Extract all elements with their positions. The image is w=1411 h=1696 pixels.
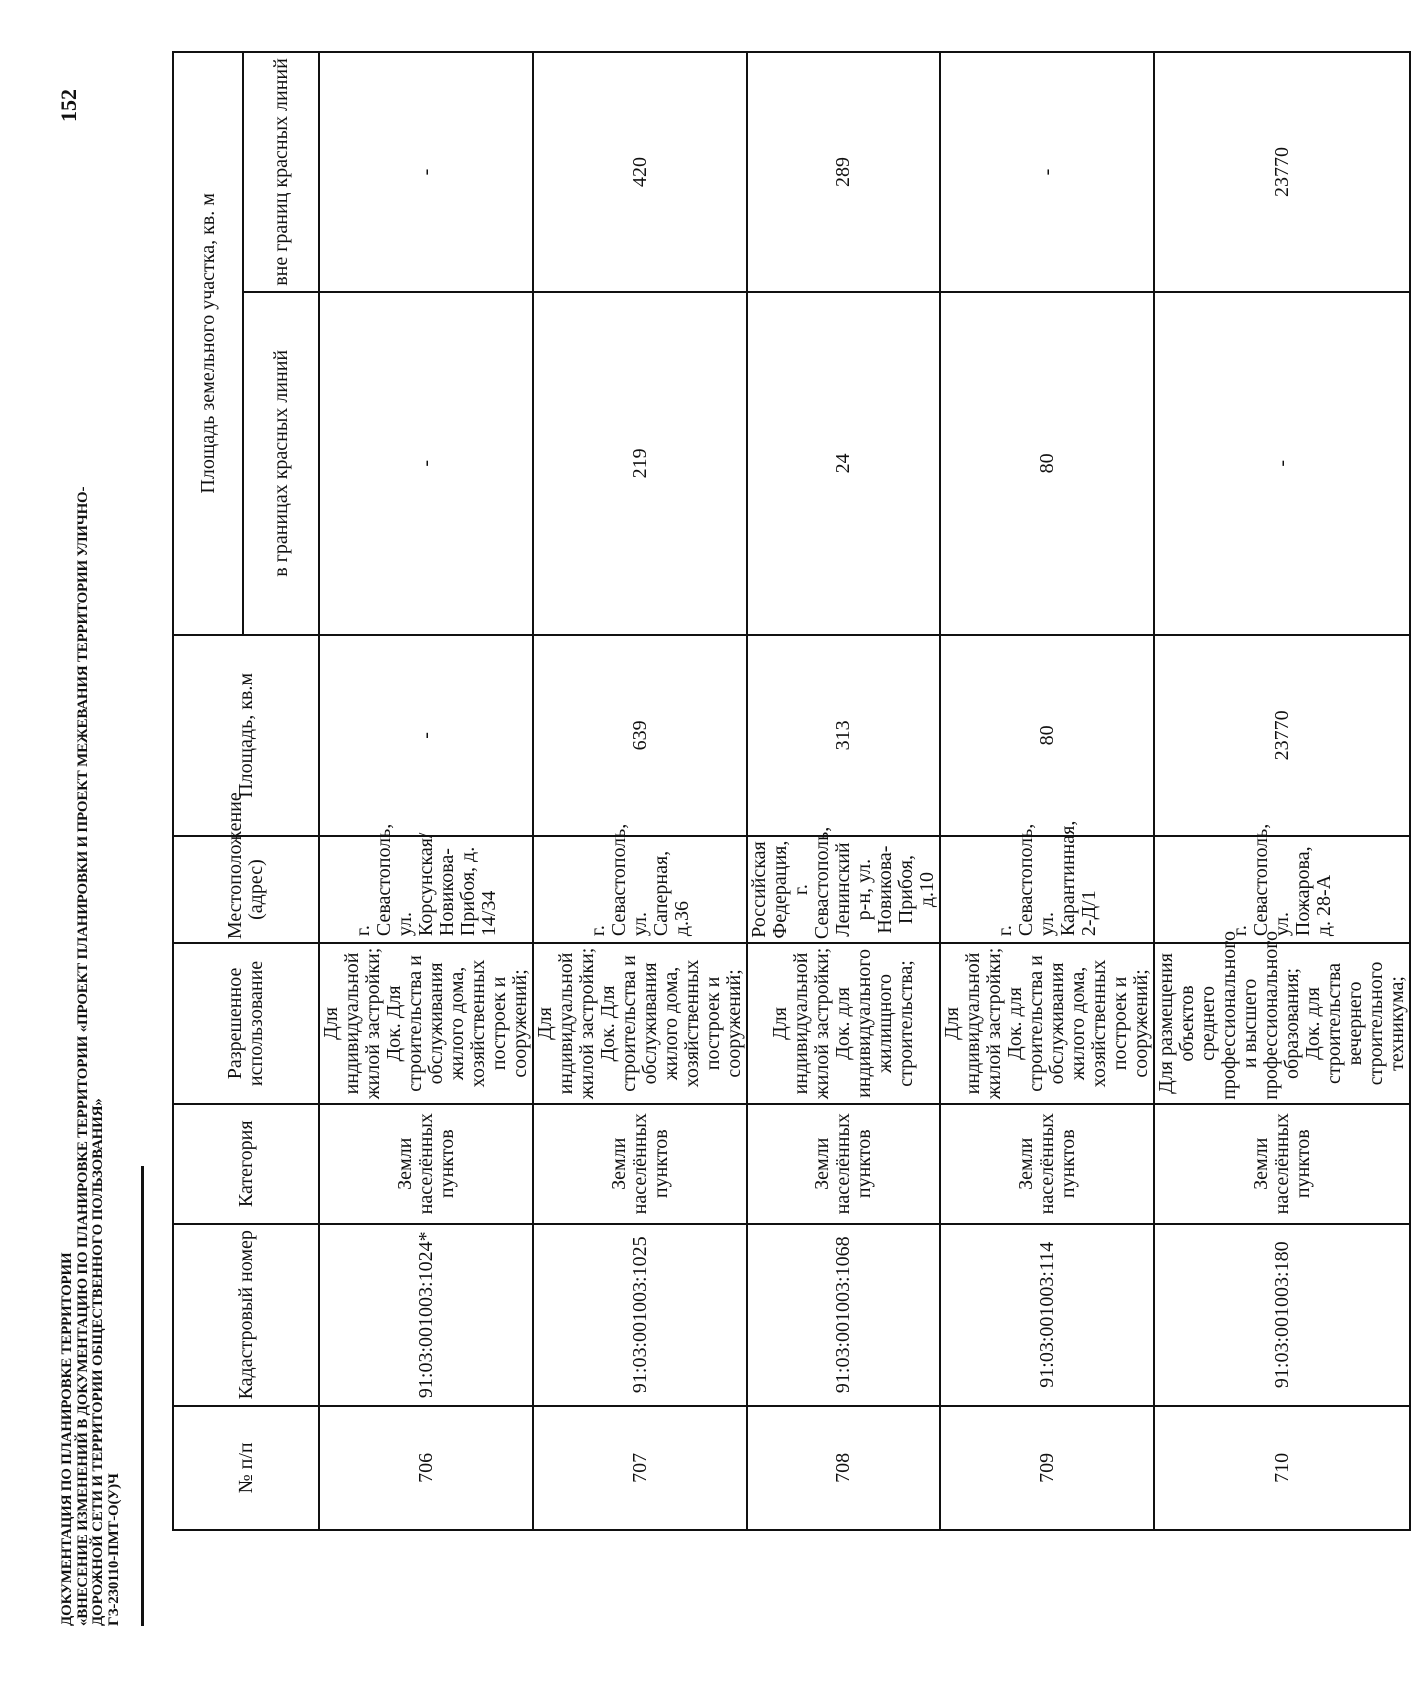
cell-address: г. Севастополь, ул. Саперная, д.36: [533, 836, 747, 943]
cell-outside: -: [940, 52, 1154, 292]
cell-area: 23770: [1154, 635, 1410, 836]
cell-inside: 219: [533, 292, 747, 635]
header-divider: [141, 1166, 144, 1626]
cell-category: Земли населённых пунктов: [319, 1104, 533, 1224]
cell-usage: Для индивидуальной жилой застройки; Док. для индивидуального жилищного строительства;: [747, 943, 940, 1104]
page-number: 152: [56, 89, 81, 122]
cell-usage: Для индивидуальной жилой застройки; Док. для строительства и обслуживания жилого дома, хозяйственных построек и сооружений;: [940, 943, 1154, 1104]
cell-usage: Для индивидуальной жилой застройки; Док. Для строительства и обслуживания жилого дома, хозяйственных построек и сооружений;: [319, 943, 533, 1104]
table-row: [533, 52, 747, 1530]
cell-usage: Для индивидуальной жилой застройки; Док. Для строительства и обслуживания жилого дома, хозяйственных построек и сооружений;: [533, 943, 747, 1104]
header-line-4: ГЗ-230110-ПМТ-О(У)Ч: [105, 1473, 122, 1626]
cell-address: г. Севастополь, ул. Карантинная, 2-Д/1: [940, 836, 1154, 943]
cell-outside: 289: [747, 52, 940, 292]
cell-outside: 420: [533, 52, 747, 292]
table-row: [940, 52, 1154, 1530]
col-header-category: Категория: [173, 1104, 319, 1224]
col-header-outside: вне границ красных линий: [243, 52, 319, 292]
cell-address: Российская Федерация, г. Севастополь, Ленинский р-н, ул. Новикова-Прибоя, д.10: [747, 836, 940, 943]
cell-outside: -: [319, 52, 533, 292]
col-header-inside: в границах красных линий: [243, 292, 319, 635]
cell-cadastral: 91:03:001003:1068: [747, 1224, 940, 1406]
table-row: [747, 52, 940, 1530]
table-row: [319, 52, 533, 1530]
col-header-address: Местоположение (адрес): [173, 836, 319, 943]
cell-num: 708: [747, 1406, 940, 1530]
cell-category: Земли населённых пунктов: [940, 1104, 1154, 1224]
cell-category: Земли населённых пунктов: [533, 1104, 747, 1224]
cell-num: 709: [940, 1406, 1154, 1530]
cell-outside: 23770: [1154, 52, 1410, 292]
cell-area: 80: [940, 635, 1154, 836]
col-header-land-area: Площадь земельного участка, кв. м: [173, 52, 243, 635]
cell-inside: -: [1154, 292, 1410, 635]
cell-cadastral: 91:03:001003:114: [940, 1224, 1154, 1406]
col-header-cadastral: Кадастровый номер: [173, 1224, 319, 1406]
cell-address: г. Севастополь, ул. Пожарова, д. 28-А: [1154, 836, 1410, 943]
header-line-3: ДОРОЖНОЙ СЕТИ И ТЕРРИТОРИИ ОБЩЕСТВЕННОГО ПОЛЬЗОВАНИЯ»: [90, 1098, 106, 1626]
table-header-row: [173, 52, 243, 1530]
col-header-usage: Разрешенное использование: [173, 943, 319, 1104]
cell-area: 313: [747, 635, 940, 836]
header-line-2: «ВНЕСЕНИЕ ИЗМЕНЕНИЙ В ДОКУМЕНТАЦИЮ ПО ПЛАНИРОВКЕ ТЕРРИТОРИИ «ПРОЕКТ ПЛАНИРОВКИ И ПРОЕКТ МЕЖЕВАНИЯ ТЕРРИТОРИИ УЛИЧНО-: [74, 486, 91, 1626]
cell-num: 710: [1154, 1406, 1410, 1530]
cell-inside: 24: [747, 292, 940, 635]
col-header-num: № п/п: [173, 1406, 319, 1530]
header-line-1: ДОКУМЕНТАЦИЯ ПО ПЛАНИРОВКЕ ТЕРРИТОРИИ: [59, 1252, 75, 1626]
cell-area: 639: [533, 635, 747, 836]
land-plots-table: [172, 51, 1411, 1531]
cell-inside: 80: [940, 292, 1154, 635]
cell-category: Земли населённых пунктов: [747, 1104, 940, 1224]
col-header-area: Площадь, кв.м: [173, 635, 319, 836]
cell-num: 707: [533, 1406, 747, 1530]
cell-cadastral: 91:03:001003:1024*: [319, 1224, 533, 1406]
table-row: [1154, 52, 1410, 1530]
cell-cadastral: 91:03:001003:180: [1154, 1224, 1410, 1406]
cell-num: 706: [319, 1406, 533, 1530]
cell-address: г. Севастополь, ул. Корсунская/Новикова-Прибоя, д. 14/34: [319, 836, 533, 943]
cell-usage: Для размещения объектов среднего профессионального и высшего профессионального образования; Док. для строительства вечернего строительного техникума;: [1154, 943, 1410, 1104]
cell-cadastral: 91:03:001003:1025: [533, 1224, 747, 1406]
cell-area: -: [319, 635, 533, 836]
document-header: [60, 487, 122, 1626]
cell-category: Земли населённых пунктов: [1154, 1104, 1410, 1224]
cell-inside: -: [319, 292, 533, 635]
